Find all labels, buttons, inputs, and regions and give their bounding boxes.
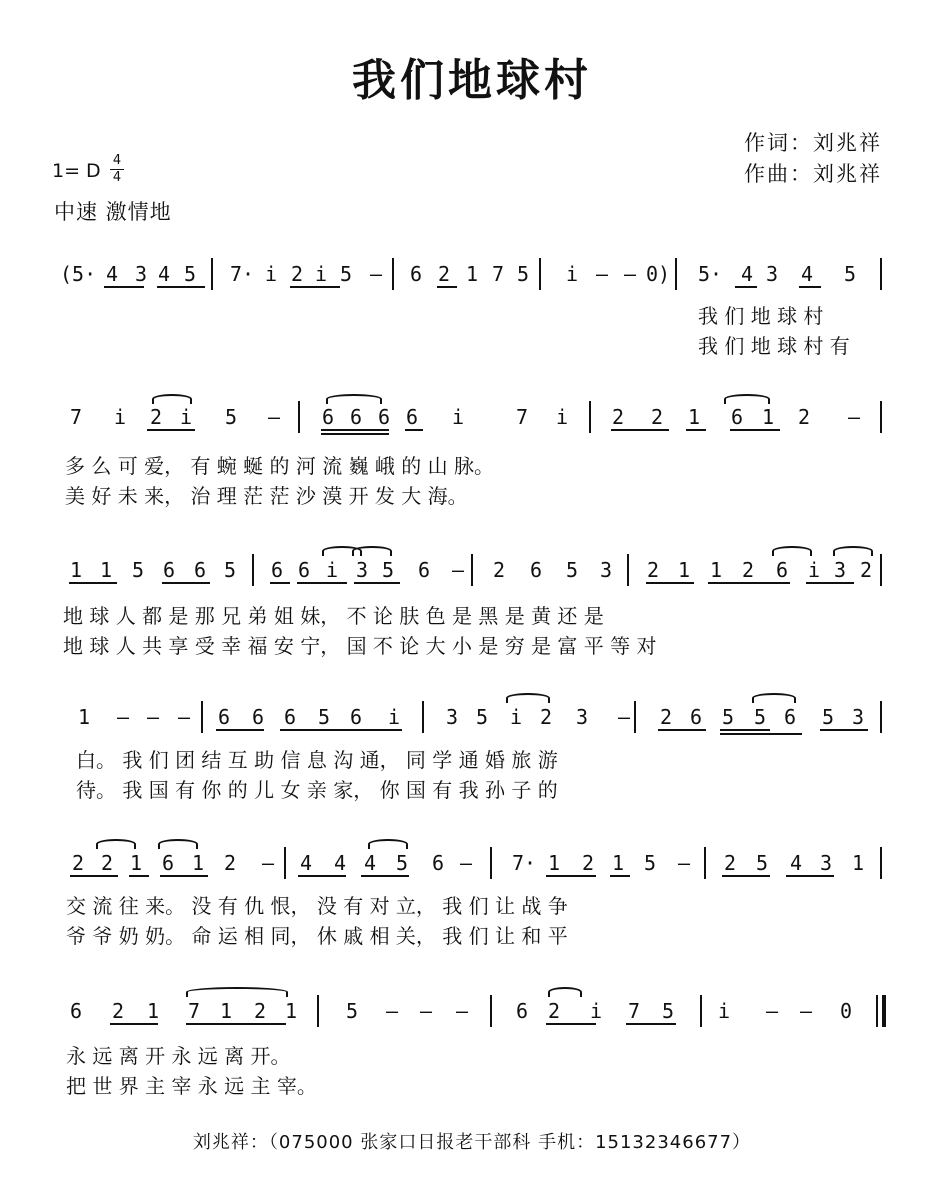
note: 6	[194, 558, 207, 582]
note: 6	[322, 405, 335, 429]
note: 1	[852, 851, 865, 875]
note: 3	[820, 851, 833, 875]
note: 6	[284, 705, 297, 729]
bar-line	[627, 554, 629, 586]
beam-line	[218, 1023, 286, 1025]
lyric-line: 把 世 界 主 宰 永 远 主 宰。	[66, 1074, 317, 1098]
bar-line	[634, 701, 636, 733]
beam-line	[70, 875, 118, 877]
note: 2	[724, 851, 737, 875]
bar-line	[298, 401, 300, 433]
beam-line	[610, 875, 630, 877]
bar-line	[880, 847, 882, 879]
note: i	[114, 405, 127, 429]
beam-line	[298, 875, 346, 877]
note: 6	[406, 405, 419, 429]
note: 2	[548, 999, 561, 1023]
note: 5·	[698, 262, 723, 286]
note: 2	[493, 558, 506, 582]
bar-line	[880, 701, 882, 733]
note: –	[766, 999, 779, 1023]
note: 6	[163, 558, 176, 582]
note: 5	[662, 999, 675, 1023]
bar-line	[880, 401, 882, 433]
note: 1	[78, 705, 91, 729]
note: 3	[576, 705, 589, 729]
lyric-line: 地 球 人 共 享 受 幸 福 安 宁， 国 不 论 大 小 是 穷 是 富 平 等 对	[63, 634, 657, 658]
note: 5	[476, 705, 489, 729]
note: 2	[647, 558, 660, 582]
beam-line	[348, 729, 402, 731]
note: 5	[844, 262, 857, 286]
beam-line	[820, 729, 868, 731]
beam-line	[646, 582, 694, 584]
note: 2	[72, 851, 85, 875]
tie-arc	[152, 394, 192, 404]
beam-line	[354, 582, 400, 584]
note: 6	[776, 558, 789, 582]
tie-arc	[368, 839, 408, 849]
note: 6	[432, 851, 445, 875]
note: 5	[225, 405, 238, 429]
beam-line	[290, 286, 340, 288]
note: 7	[188, 999, 201, 1023]
note: 2	[860, 558, 873, 582]
note: 1	[710, 558, 723, 582]
note: i	[388, 705, 401, 729]
note: i	[326, 558, 339, 582]
note: 6	[271, 558, 284, 582]
lyric-line: 白。 我 们 团 结 互 助 信 息 沟 通， 同 学 通 婚 旅 游	[76, 748, 558, 772]
tie-arc	[752, 693, 796, 703]
beam-line	[321, 433, 389, 435]
note: 3	[852, 705, 865, 729]
composer-credit: 作曲：刘兆祥	[744, 162, 882, 186]
note: 5	[517, 262, 530, 286]
note: i	[718, 999, 731, 1023]
beam-line	[626, 1023, 676, 1025]
note: 1	[220, 999, 233, 1023]
note: 5	[566, 558, 579, 582]
bar-line	[880, 554, 882, 586]
beam-line	[740, 582, 790, 584]
note: 4	[158, 262, 171, 286]
note: 5	[318, 705, 331, 729]
beam-line	[104, 286, 144, 288]
bar-line	[490, 847, 492, 879]
lyric-line: 爷 爷 奶 奶。 命 运 相 同， 休 戚 相 关， 我 们 让 和 平	[66, 924, 568, 948]
tie-arc	[352, 546, 392, 556]
beam-line	[270, 582, 290, 584]
lyric-line: 我 们 地 球 村	[698, 304, 824, 328]
note: 1	[147, 999, 160, 1023]
note: 6	[70, 999, 83, 1023]
note: (5·	[60, 262, 97, 286]
note: 4	[741, 262, 754, 286]
note: 5	[822, 705, 835, 729]
note: 3	[600, 558, 613, 582]
tie-arc	[724, 394, 770, 404]
note: i	[556, 405, 569, 429]
beam-line	[658, 729, 706, 731]
note: –	[262, 851, 275, 875]
note: 7·	[512, 851, 537, 875]
note: 2	[798, 405, 811, 429]
note: i	[590, 999, 603, 1023]
note: 3	[834, 558, 847, 582]
note: 3	[356, 558, 369, 582]
note: –	[618, 705, 631, 729]
note: 6	[516, 999, 529, 1023]
note: –	[117, 705, 130, 729]
note: 5	[756, 851, 769, 875]
note: 6	[252, 705, 265, 729]
note: 2	[101, 851, 114, 875]
lyric-line: 地 球 人 都 是 那 兄 弟 姐 妹， 不 论 肤 色 是 黑 是 黄 还 是	[63, 604, 604, 628]
tie-arc	[548, 987, 582, 997]
note: 2	[582, 851, 595, 875]
bar-line	[490, 995, 492, 1027]
note: 5	[382, 558, 395, 582]
time-signature-bottom: 4	[112, 170, 122, 185]
lyricist-credit: 作词：刘兆祥	[744, 131, 882, 155]
note: 3	[766, 262, 779, 286]
note: –	[624, 262, 637, 286]
note: 2	[254, 999, 267, 1023]
note: 2	[224, 851, 237, 875]
note: 3	[135, 262, 148, 286]
note: 7	[492, 262, 505, 286]
beam-line	[129, 875, 149, 877]
bar-line	[880, 258, 882, 290]
note: –	[147, 705, 160, 729]
note: 1	[192, 851, 205, 875]
bar-line	[539, 258, 541, 290]
beam-line	[806, 582, 854, 584]
key-signature: 1= D	[52, 160, 101, 182]
lyric-line: 待。 我 国 有 你 的 儿 女 亲 家， 你 国 有 我 孙 子 的	[76, 778, 558, 802]
beam-line	[110, 1023, 158, 1025]
note: 5	[340, 262, 353, 286]
note: 6	[218, 705, 231, 729]
note: 1	[100, 558, 113, 582]
note: 2	[150, 405, 163, 429]
beam-line	[147, 429, 195, 431]
note: 4	[334, 851, 347, 875]
beam-line	[611, 429, 669, 431]
note: 4	[300, 851, 313, 875]
beam-line	[297, 582, 347, 584]
lyric-line: 我 们 地 球 村 有	[698, 334, 850, 358]
bar-line	[876, 995, 878, 1027]
tie-arc	[186, 987, 288, 997]
note: 5	[346, 999, 359, 1023]
note: 1	[762, 405, 775, 429]
bar-line	[471, 554, 473, 586]
note: 6	[690, 705, 703, 729]
bar-line	[589, 401, 591, 433]
tie-arc	[506, 693, 550, 703]
bar-line	[284, 847, 286, 879]
lyric-line: 交 流 往 来。 没 有 仇 恨， 没 有 对 立， 我 们 让 战 争	[66, 894, 568, 918]
bar-line	[317, 995, 319, 1027]
bar-line	[201, 701, 203, 733]
beam-line	[321, 429, 389, 431]
beam-line	[730, 429, 780, 431]
tie-arc	[326, 394, 382, 404]
beam-line	[216, 729, 264, 731]
note: 2	[660, 705, 673, 729]
note: 2	[112, 999, 125, 1023]
note: i	[180, 405, 193, 429]
note: 7	[628, 999, 641, 1023]
note: 5	[132, 558, 145, 582]
bar-line	[422, 701, 424, 733]
note: 6	[784, 705, 797, 729]
note: –	[386, 999, 399, 1023]
note: i	[808, 558, 821, 582]
beam-line	[722, 875, 770, 877]
note: –	[800, 999, 813, 1023]
tie-arc	[772, 546, 812, 556]
beam-line	[720, 729, 770, 731]
note: 1	[548, 851, 561, 875]
bar-line	[252, 554, 254, 586]
bar-line	[700, 995, 702, 1027]
note: 1	[688, 405, 701, 429]
note: 2	[651, 405, 664, 429]
beam-line	[752, 733, 802, 735]
note: 4	[364, 851, 377, 875]
beam-line	[786, 875, 834, 877]
note: i	[315, 262, 328, 286]
note: –	[452, 558, 465, 582]
beam-line	[69, 582, 117, 584]
note: 1	[612, 851, 625, 875]
note: 2	[438, 262, 451, 286]
note: 6	[378, 405, 391, 429]
note: –	[678, 851, 691, 875]
note: 2	[742, 558, 755, 582]
lyric-line: 多 么 可 爱， 有 蜿 蜒 的 河 流 巍 峨 的 山 脉。	[65, 454, 495, 478]
note: 0	[840, 999, 853, 1023]
beam-line	[546, 875, 596, 877]
note: 5	[184, 262, 197, 286]
note: –	[596, 262, 609, 286]
note: i	[566, 262, 579, 286]
note: i	[265, 262, 278, 286]
lyric-line: 美 好 未 来， 治 理 茫 茫 沙 漠 开 发 大 海。	[65, 484, 468, 508]
beam-line	[799, 286, 821, 288]
note: 4	[790, 851, 803, 875]
note: –	[178, 705, 191, 729]
bar-line	[392, 258, 394, 290]
beam-line	[546, 1023, 596, 1025]
note: 1	[466, 262, 479, 286]
note: 5	[754, 705, 767, 729]
note: 7	[516, 405, 529, 429]
note: 3	[446, 705, 459, 729]
note: 2	[612, 405, 625, 429]
note: 6	[530, 558, 543, 582]
beam-line	[361, 875, 409, 877]
note: –	[460, 851, 473, 875]
note: i	[510, 705, 523, 729]
beam-line	[405, 429, 423, 431]
bar-line	[704, 847, 706, 879]
note: 6	[350, 705, 363, 729]
note: 1	[285, 999, 298, 1023]
beam-line	[157, 286, 205, 288]
final-bar-line	[882, 995, 886, 1027]
tie-arc	[833, 546, 873, 556]
time-signature-top: 4	[112, 153, 122, 168]
tie-arc	[96, 839, 136, 849]
contact-footer: 刘兆祥：（075000 张家口日报老干部科 手机：15132346677）	[192, 1132, 752, 1153]
tie-arc	[158, 839, 198, 849]
note: 0)	[646, 262, 671, 286]
beam-line	[686, 429, 706, 431]
note: 5	[722, 705, 735, 729]
note: –	[420, 999, 433, 1023]
note: 6	[418, 558, 431, 582]
note: 6	[162, 851, 175, 875]
beam-line	[162, 582, 210, 584]
bar-line	[211, 258, 213, 290]
note: 1	[678, 558, 691, 582]
song-title: 我们地球村	[352, 55, 592, 106]
note: 1	[70, 558, 83, 582]
note: 4	[801, 262, 814, 286]
bar-line	[675, 258, 677, 290]
note: 7·	[230, 262, 255, 286]
tempo-marking: 中速 激情地	[54, 200, 172, 224]
beam-line	[437, 286, 457, 288]
note: i	[452, 405, 465, 429]
note: 2	[540, 705, 553, 729]
note: 6	[731, 405, 744, 429]
note: –	[456, 999, 469, 1023]
note: –	[268, 405, 281, 429]
note: 6	[350, 405, 363, 429]
note: 5	[396, 851, 409, 875]
beam-line	[160, 875, 208, 877]
note: 1	[130, 851, 143, 875]
beam-line	[735, 286, 757, 288]
note: 2	[291, 262, 304, 286]
note: 4	[106, 262, 119, 286]
note: 5	[224, 558, 237, 582]
note: 5	[644, 851, 657, 875]
note: –	[848, 405, 861, 429]
note: 6	[298, 558, 311, 582]
note: 7	[70, 405, 83, 429]
note: 6	[410, 262, 423, 286]
lyric-line: 永 远 离 开 永 远 离 开。	[66, 1044, 291, 1068]
note: –	[370, 262, 383, 286]
